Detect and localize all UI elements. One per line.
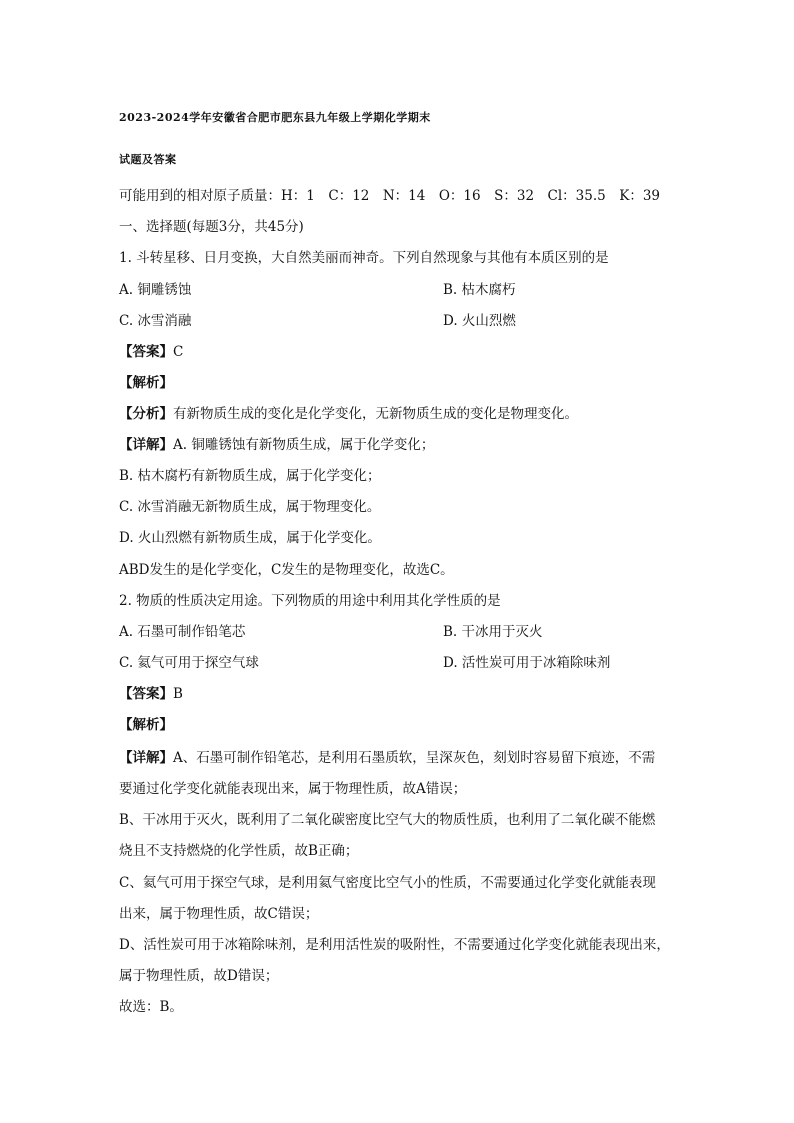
question-2-detail-line: D、活性炭可用于冰箱除味剂，是利用活性炭的吸附性，不需要通过化学变化就能表现出来， (119, 937, 670, 953)
detail-text: A. 铜雕锈蚀有新物质生成，属于化学变化； (173, 437, 435, 453)
atomic-masses-line: 可能用到的相对原子质量：H：1 C：12 N：14 O：16 S：32 Cl：35.5 K：39 (119, 188, 661, 204)
document-title-line2: 试题及答案 (119, 153, 177, 166)
question-2-detail-line (119, 748, 655, 768)
question-2-answer (119, 684, 183, 704)
detail-text: A、石墨可制作铅笔芯，是利用石墨质软，呈深灰色，刻划时容易留下痕迹，不需 (173, 750, 656, 766)
question-2-detail-line: C、氦气可用于探空气球，是利用氦气密度比空气小的性质，不需要通过化学变化就能表现 (119, 875, 656, 891)
fenxi-text: 有新物质生成的变化是化学变化，无新物质生成的变化是物理变化。 (173, 406, 578, 422)
question-2-conclusion: 故选：B。 (119, 999, 183, 1015)
question-2-detail-line: 烧且不支持燃烧的化学性质，故B正确； (119, 843, 359, 859)
question-1-option-c: C. 冰雪消融 (119, 313, 192, 329)
question-1-conclusion: ABD发生的是化学变化，C发生的是物理变化，故选C。 (119, 562, 454, 578)
answer-tag: 【答案】 (119, 344, 173, 360)
question-2-detail-line: B、干冰用于灭火，既利用了二氧化碳密度比空气大的物质性质，也利用了二氧化碳不能燃 (119, 812, 656, 828)
question-2-option-d: D. 活性炭可用于冰箱除味剂 (443, 655, 611, 671)
question-1-option-a: A. 铜雕锈蚀 (119, 282, 192, 298)
question-1-option-b: B. 枯木腐朽 (443, 282, 516, 298)
question-2-analysis-tag: 【解析】 (119, 717, 173, 733)
answer-value: B (173, 686, 183, 702)
question-1-stem: 1. 斗转星移、日月变换，大自然美丽而神奇。下列自然现象与其他有本质区别的是 (119, 250, 609, 266)
question-1-detail-line (119, 435, 434, 455)
detail-tag: 【详解】 (119, 437, 173, 453)
fenxi-tag: 【分析】 (119, 406, 173, 422)
question-1-detail-line: B. 枯木腐朽有新物质生成，属于化学变化； (119, 468, 381, 484)
document-title-line1: 2023-2024学年安徽省合肥市肥东县九年级上学期化学期末 (119, 111, 431, 124)
question-1-option-d: D. 火山烈燃 (443, 313, 516, 329)
question-2-detail-line: 要通过化学变化就能表现出来，属于物理性质，故A错误； (119, 781, 467, 797)
detail-tag: 【详解】 (119, 750, 173, 766)
question-2-option-c: C. 氦气可用于探空气球 (119, 655, 259, 671)
question-1-detail-line: D. 火山烈燃有新物质生成，属于化学变化。 (119, 530, 381, 546)
question-2-option-a: A. 石墨可制作铅笔芯 (119, 624, 246, 640)
question-2-detail-line: 属于物理性质，故D错误； (119, 968, 279, 984)
question-2-detail-line: 出来，属于物理性质，故C错误； (119, 906, 319, 922)
answer-tag: 【答案】 (119, 686, 173, 702)
question-1-fenxi (119, 404, 578, 424)
question-2-option-b: B. 干冰用于灭火 (443, 624, 543, 640)
question-2-stem: 2. 物质的性质决定用途。下列物质的用途中利用其化学性质的是 (119, 593, 501, 609)
section-heading: 一、选择题(每题3分，共45分) (119, 219, 304, 235)
question-1-analysis-tag: 【解析】 (119, 375, 173, 391)
question-1-detail-line: C. 冰雪消融无新物质生成，属于物理变化。 (119, 499, 381, 515)
question-1-answer (119, 342, 183, 362)
answer-value: C (173, 344, 184, 360)
